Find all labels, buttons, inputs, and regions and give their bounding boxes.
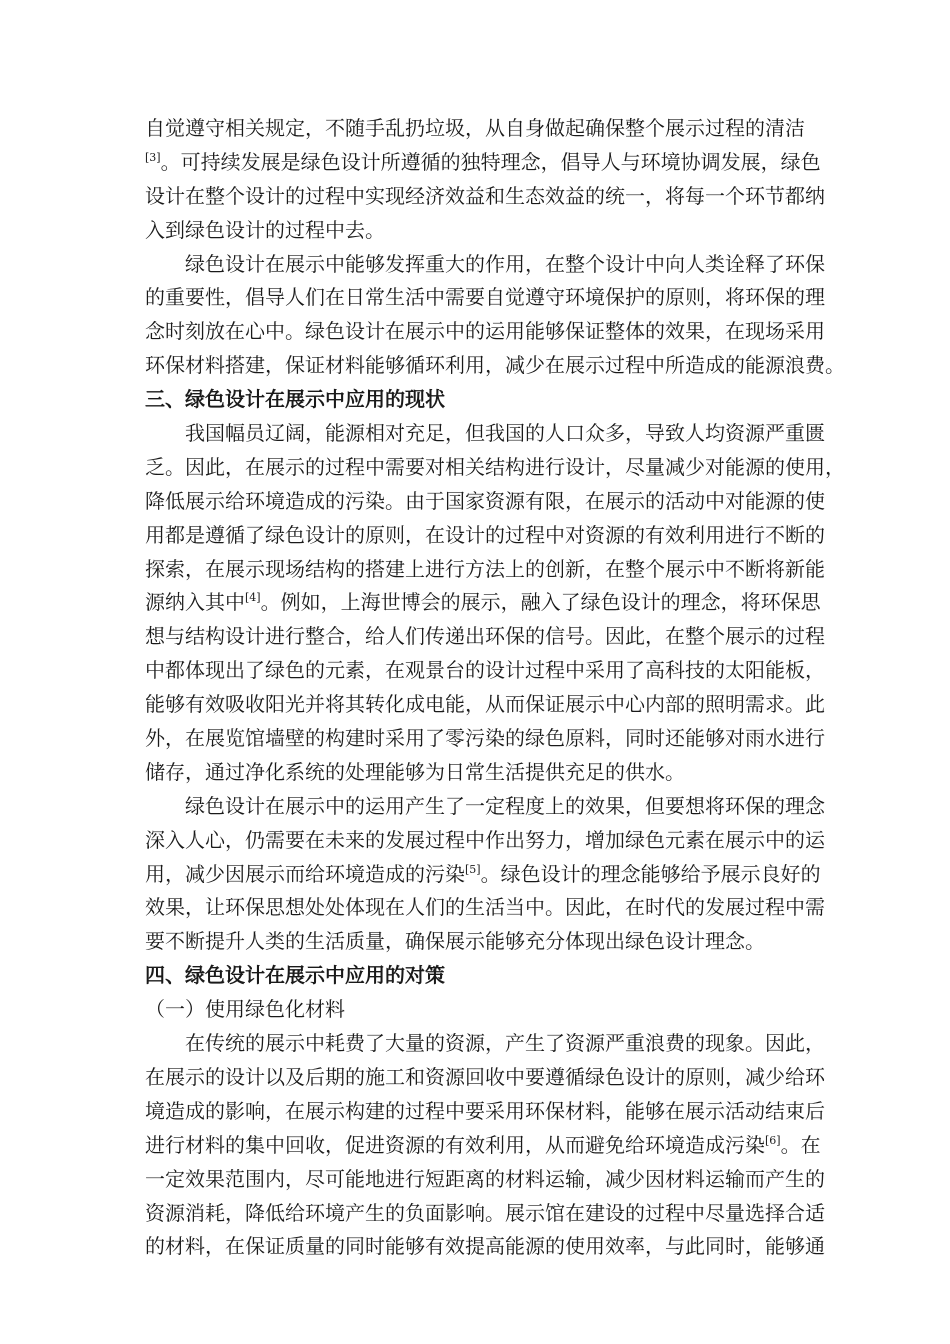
citation-marker: [5] bbox=[465, 862, 481, 876]
text-line bbox=[145, 553, 825, 587]
text-line bbox=[145, 180, 825, 214]
text-span: 中都体现出了绿色的元素，在观景台的设计过程中采用了高科技的太阳能板， bbox=[145, 658, 825, 683]
text-span: 能够有效吸收阳光并将其转化成电能，从而保证展示中心内部的照明需求。此 bbox=[145, 692, 825, 717]
text-span: 用都是遵循了绿色设计的原则，在设计的过程中对资源的有效利用进行不断的 bbox=[145, 522, 825, 547]
text-span: 一定效果范围内，尽可能地进行短距离的材料运输，减少因材料运输而产生的 bbox=[145, 1166, 825, 1191]
text-line bbox=[145, 586, 821, 620]
text-line bbox=[145, 1061, 825, 1095]
text-line bbox=[145, 417, 825, 451]
text-line bbox=[145, 1230, 825, 1264]
text-span: 想与结构设计进行整合，给人们传递出环保的信号。因此，在整个展示的过程 bbox=[145, 624, 825, 649]
text-line bbox=[145, 146, 821, 180]
text-line bbox=[145, 891, 825, 925]
text-span: 念时刻放在心中。绿色设计在展示中的运用能够保证整体的效果，在现场采用 bbox=[145, 319, 825, 344]
text-span: 境造成的影响，在展示构建的过程中要采用环保材料，能够在展示活动结束后 bbox=[145, 1098, 825, 1123]
text-span: 环保材料搭建，保证材料能够循环利用，减少在展示过程中所造成的能源浪费。 bbox=[145, 353, 845, 378]
text-span: 。例如，上海世博会的展示，融入了绿色设计的理念，将环保思 bbox=[260, 590, 821, 615]
text-span: 降低展示给环境造成的污染。由于国家资源有限，在展示的活动中对能源的使 bbox=[145, 488, 825, 513]
text-span: 自觉遵守相关规定，不随手乱扔垃圾，从自身做起确保整个展示过程的清洁 bbox=[145, 116, 805, 140]
text-span: 进行材料的集中回收，促进资源的有效利用，从而避免给环境造成污染 bbox=[145, 1132, 765, 1157]
text-span: 深入人心，仍需要在未来的发展过程中作出努力，增加绿色元素在展示中的运 bbox=[145, 827, 825, 852]
text-line bbox=[145, 688, 825, 722]
text-line bbox=[145, 451, 845, 485]
text-span: 设计在整个设计的过程中实现经济效益和生态效益的统一，将每一个环节都纳 bbox=[145, 183, 825, 208]
text-span: 绿色设计在展示中能够发挥重大的作用，在整个设计中向人类诠释了环保 bbox=[185, 251, 825, 276]
text-line bbox=[145, 214, 805, 248]
text-line bbox=[145, 824, 825, 858]
text-line bbox=[145, 112, 805, 146]
text-line bbox=[145, 315, 825, 349]
text-line bbox=[145, 1197, 825, 1231]
text-span: 资源消耗，降低给环境产生的负面影响。展示馆在建设的过程中尽量选择合适 bbox=[145, 1200, 825, 1225]
text-line bbox=[145, 790, 825, 824]
text-line bbox=[145, 519, 825, 553]
text-span: 。可持续发展是绿色设计所遵循的独特理念，倡导人与环境协调发展，绿色 bbox=[160, 149, 821, 174]
text-line bbox=[145, 281, 825, 315]
text-line bbox=[145, 248, 825, 282]
text-span: 四、绿色设计在展示中应用的对策 bbox=[145, 963, 445, 988]
text-span: 。绿色设计的理念能够给予展示良好的 bbox=[480, 861, 821, 886]
text-line bbox=[145, 756, 805, 790]
text-span: 乏。因此，在展示的过程中需要对相关结构进行设计，尽量减少对能源的使用， bbox=[145, 454, 845, 479]
text-span: 的材料，在保证质量的同时能够有效提高能源的使用效率，与此同时，能够通 bbox=[145, 1234, 825, 1259]
text-line bbox=[145, 722, 825, 756]
document-page bbox=[145, 112, 845, 1264]
text-line bbox=[145, 1027, 825, 1061]
text-span: 绿色设计在展示中的运用产生了一定程度上的效果，但要想将环保的理念 bbox=[185, 793, 825, 818]
citation-marker: [4] bbox=[245, 591, 261, 605]
text-line bbox=[145, 1129, 821, 1163]
citation-marker: [3] bbox=[145, 150, 161, 164]
section-heading bbox=[145, 383, 805, 417]
text-line bbox=[145, 858, 821, 892]
text-span: 效果，让环保思想处处体现在人们的生活当中。因此，在时代的发展过程中需 bbox=[145, 895, 825, 920]
text-line bbox=[145, 1095, 825, 1129]
text-span: 源纳入其中 bbox=[145, 590, 245, 615]
text-span: 的重要性，倡导人们在日常生活中需要自觉遵守环境保护的原则，将环保的理 bbox=[145, 285, 825, 310]
section-heading bbox=[145, 959, 805, 993]
text-span: 外，在展览馆墙壁的构建时采用了零污染的绿色原料，同时还能够对雨水进行 bbox=[145, 726, 825, 751]
text-line bbox=[145, 654, 825, 688]
text-line bbox=[145, 620, 825, 654]
text-span: 三、绿色设计在展示中应用的现状 bbox=[145, 387, 445, 412]
text-span: 。在 bbox=[780, 1132, 821, 1157]
subsection-heading bbox=[145, 993, 805, 1027]
text-span: 要不断提升人类的生活质量，确保展示能够充分体现出绿色设计理念。 bbox=[145, 929, 765, 954]
text-span: 在展示的设计以及后期的施工和资源回收中要遵循绿色设计的原则，减少给环 bbox=[145, 1064, 825, 1089]
text-line bbox=[145, 485, 825, 519]
text-span: （一）使用绿色化材料 bbox=[145, 997, 345, 1022]
text-span: 用，减少因展示而给环境造成的污染 bbox=[145, 861, 465, 886]
text-span: 我国幅员辽阔，能源相对充足，但我国的人口众多，导致人均资源严重匮 bbox=[185, 421, 825, 446]
text-span: 探索，在展示现场结构的搭建上进行方法上的创新，在整个展示中不断将新能 bbox=[145, 556, 825, 581]
citation-marker: [6] bbox=[765, 1133, 781, 1147]
text-line bbox=[145, 1163, 825, 1197]
text-span: 储存，通过净化系统的处理能够为日常生活提供充足的供水。 bbox=[145, 759, 685, 784]
text-span: 在传统的展示中耗费了大量的资源，产生了资源严重浪费的现象。因此， bbox=[185, 1031, 825, 1056]
text-span: 入到绿色设计的过程中去。 bbox=[145, 217, 385, 242]
text-line bbox=[145, 925, 805, 959]
text-line bbox=[145, 349, 845, 383]
